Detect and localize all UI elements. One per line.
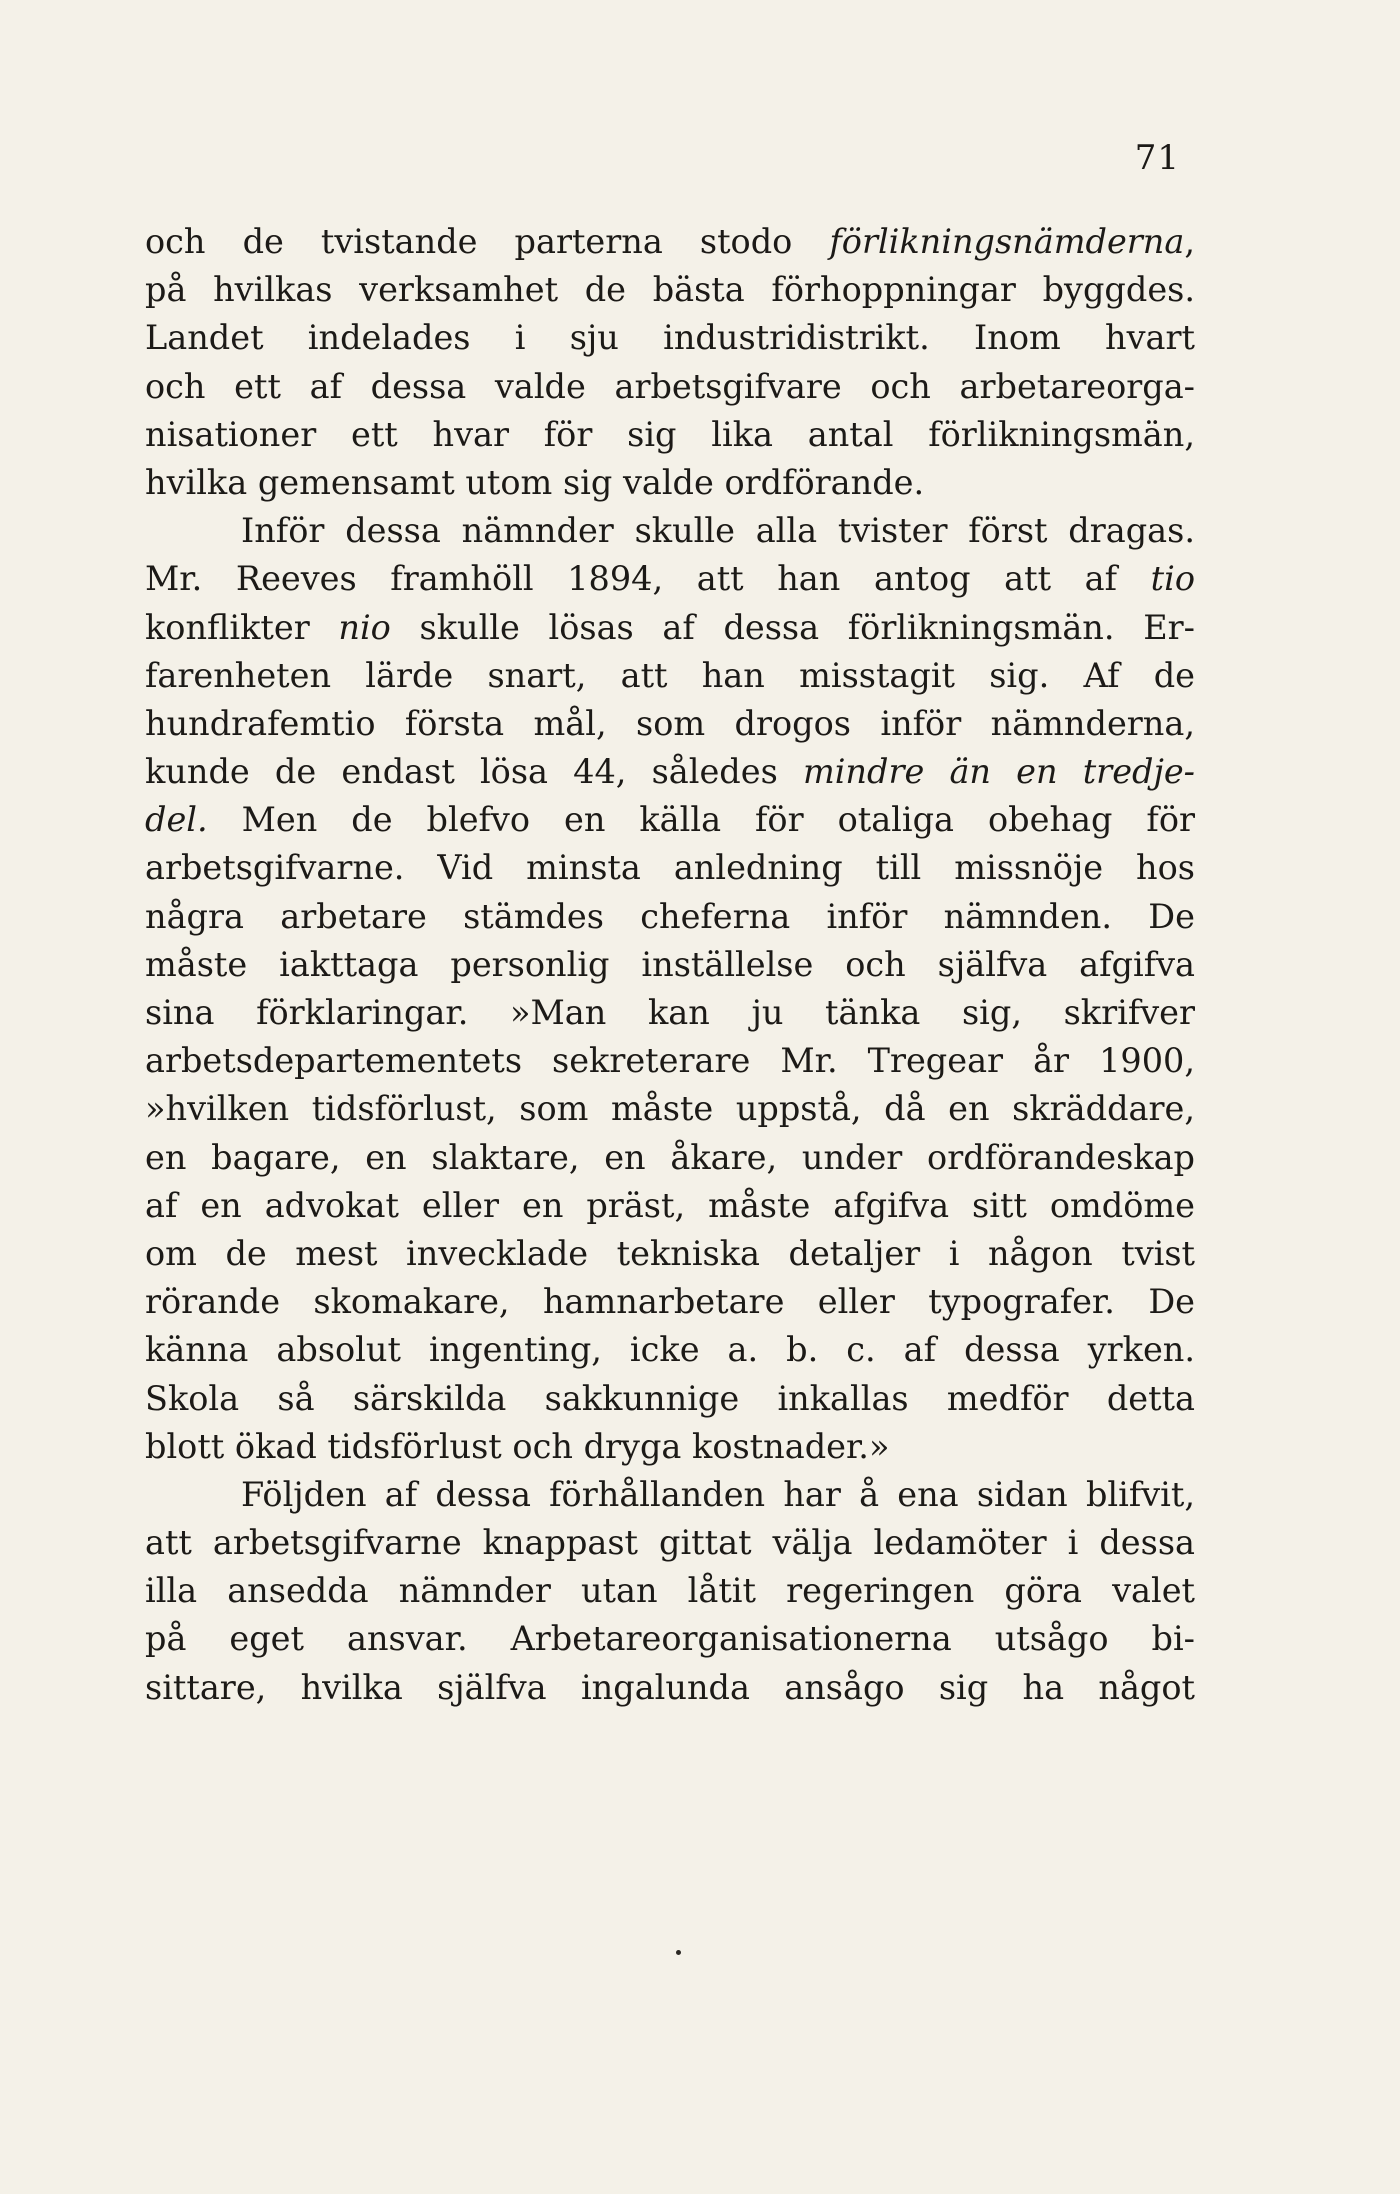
text-line [145, 941, 1195, 989]
text-run: Mr. Reeves framhöll 1894, att han antog att af [145, 559, 1151, 599]
text-line [145, 1519, 1195, 1567]
text-line [145, 1134, 1195, 1182]
text-run: af en advokat eller en präst, måste afgifva sitt omdöme [145, 1185, 1195, 1225]
text-line [145, 1085, 1195, 1133]
text-line [145, 314, 1195, 362]
text-run: Skola så särskilda sakkunnige inkallas medför detta [145, 1378, 1195, 1418]
text-line [145, 1615, 1195, 1663]
text-line [145, 1567, 1195, 1615]
text-run: Inför dessa nämnder skulle alla tvister först dragas. [241, 511, 1195, 551]
text-line [145, 604, 1195, 652]
text-run: illa ansedda nämnder utan låtit regeringen göra valet [145, 1571, 1195, 1611]
text-run: några arbetare stämdes cheferna inför nämnden. De [145, 896, 1195, 936]
page-number: 71 [1134, 138, 1180, 178]
text-line [145, 266, 1195, 314]
text-run: arbetsgifvarne. Vid minsta anledning till missnöje hos [145, 848, 1195, 888]
text-line [145, 844, 1195, 892]
text-line [145, 507, 1195, 555]
text-run: , [1184, 222, 1195, 261]
text-line [145, 989, 1195, 1037]
text-run: konflikter [145, 607, 339, 647]
italic-term: tio [1150, 559, 1195, 599]
text-line [145, 1230, 1195, 1278]
text-run: kunde de endast lösa 44, således [145, 752, 803, 792]
text-run: »hvilken tidsförlust, som måste uppstå, då en skräddare, [145, 1089, 1195, 1129]
text-run: Men de blefvo en källa för otaliga obehag för [207, 800, 1195, 840]
text-run: att arbetsgifvarne knappast gittat välja ledamöter i dessa [145, 1523, 1195, 1563]
text-line [145, 218, 1195, 266]
text-line [145, 1471, 1195, 1519]
text-run: Följden af dessa förhållanden har å ena sidan blifvit, [241, 1474, 1195, 1514]
text-line [145, 363, 1195, 411]
italic-term: mindre än en tredje- [802, 752, 1195, 792]
text-line [145, 700, 1195, 748]
text-line [145, 1326, 1195, 1374]
text-run: sittare, hvilka själfva ingalunda ansågo sig ha något [145, 1667, 1195, 1707]
text-run: hundrafemtio första mål, som drogos inför nämnderna, [145, 703, 1195, 743]
text-run: på hvilkas verksamhet de bästa förhoppningar byggdes. [145, 270, 1195, 310]
text-line [145, 652, 1195, 700]
text-line [145, 893, 1195, 941]
text-run: Landet indelades i sju industridistrikt. Inom hvart [145, 318, 1195, 358]
text-run: arbetsdepartementets sekreterare Mr. Tregear år 1900, [145, 1041, 1195, 1081]
text-run: rörande skomakare, hamnarbetare eller typografer. De [145, 1282, 1195, 1322]
text-run: nisationer ett hvar för sig lika antal förlikningsmän, [145, 414, 1195, 454]
text-run: sina förklaringar. »Man kan ju tänka sig, skrifver [145, 993, 1195, 1032]
text-line [145, 1182, 1195, 1230]
text-run: farenheten lärde snart, att han misstagit sig. Af de [145, 655, 1195, 695]
text-line [145, 555, 1195, 603]
text-run: på eget ansvar. Arbetareorganisationerna utsågo bi- [145, 1619, 1195, 1659]
italic-term: del. [145, 800, 208, 840]
text-run: om de mest invecklade tekniska detaljer i någon tvist [145, 1233, 1195, 1273]
text-line [145, 459, 1195, 507]
italic-term: nio [338, 607, 391, 647]
text-line [145, 1664, 1195, 1712]
text-line [145, 1423, 1195, 1471]
text-line [145, 1375, 1195, 1423]
text-run: och de tvistande parterna stodo [145, 222, 830, 261]
text-run: känna absolut ingenting, icke a. b. c. af dessa yrken. [145, 1330, 1195, 1370]
printer-dot [676, 1950, 681, 1955]
text-run: måste iakttaga personlig inställelse och själfva afgifva [145, 944, 1195, 984]
text-line [145, 1278, 1195, 1326]
text-line [145, 748, 1195, 796]
text-run: blott ökad tidsförlust och dryga kostnader.» [145, 1426, 890, 1466]
body-text [145, 218, 1195, 1712]
italic-term: förlikningsnämderna [829, 222, 1185, 261]
text-run: hvilka gemensamt utom sig valde ordförande. [145, 462, 925, 502]
text-line [145, 411, 1195, 459]
text-run: en bagare, en slaktare, en åkare, under ordförandeskap [145, 1137, 1195, 1177]
text-line [145, 1037, 1195, 1085]
text-run: och ett af dessa valde arbetsgifvare och arbetareorga- [145, 366, 1195, 406]
text-run: skulle lösas af dessa förlikningsmän. Er- [390, 607, 1195, 647]
text-line [145, 796, 1195, 844]
